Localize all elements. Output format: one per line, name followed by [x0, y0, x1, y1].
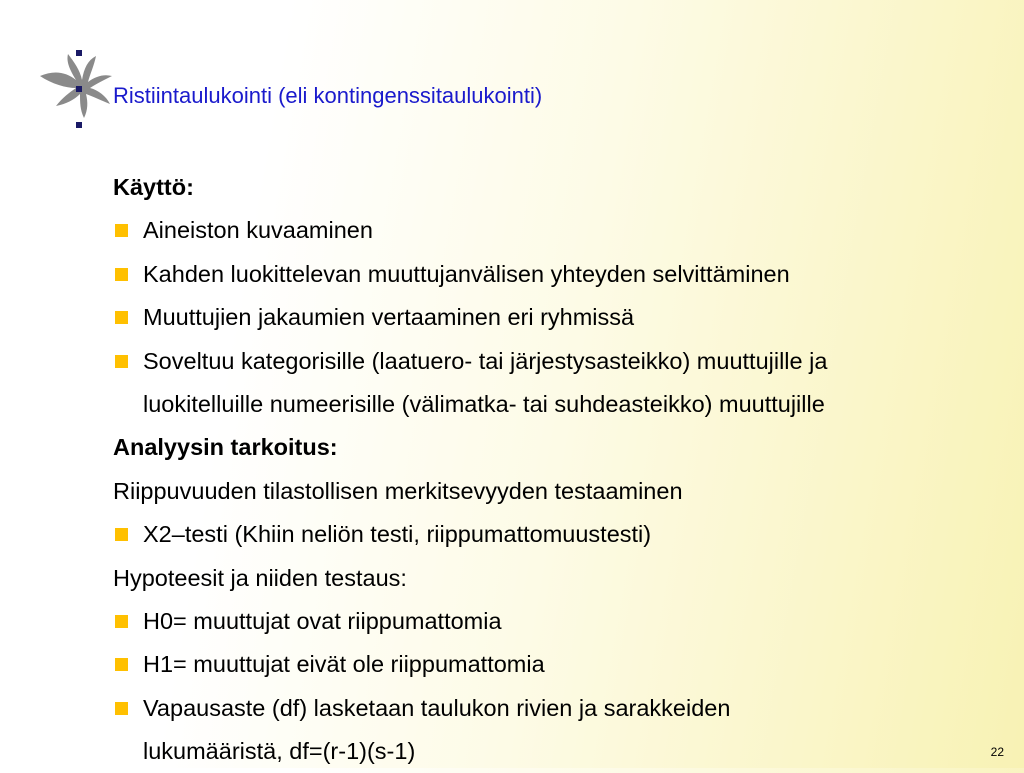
text-line: Riippuvuuden tilastollisen merkitsevyyden testaaminen [113, 477, 683, 504]
bullet-item: Muuttujien jakaumien vertaaminen eri ryhmissä [113, 296, 1003, 339]
heading-usage: Käyttö: [113, 174, 194, 200]
bullet-item: X2–testi (Khiin neliön testi, riippumattomuustesti) [113, 513, 1003, 556]
text-line: Hypoteesit ja niiden testaus: [113, 564, 407, 591]
page-number: 22 [990, 745, 1004, 759]
bullet-item: Soveltuu kategorisille (laatuero- tai järjestysasteikko) muuttujille ja [113, 340, 1003, 383]
heading-purpose: Analyysin tarkoitus: [113, 434, 338, 461]
slide-body [113, 166, 1003, 773]
bullet-item: Kahden luokittelevan muuttujanvälisen yhteyden selvittäminen [113, 253, 1003, 296]
bullet-item: Vapausaste (df) lasketaan taulukon rivien ja sarakkeiden [113, 687, 1003, 730]
bullet-item: Aineiston kuvaaminen [113, 209, 1003, 252]
slide-title: Ristiintaulukointi (eli kontingenssitaulukointi) [113, 83, 543, 108]
bullet-item: H1= muuttujat eivät ole riippumattomia [113, 643, 1003, 686]
bullet-continuation: luokitelluille numeerisille (välimatka- tai suhdeasteikko) muuttujille [143, 390, 825, 417]
bullet-continuation: lukumääristä, df=(r-1)(s-1) [143, 738, 416, 765]
bullet-item: H0= muuttujat ovat riippumattomia [113, 600, 1003, 643]
